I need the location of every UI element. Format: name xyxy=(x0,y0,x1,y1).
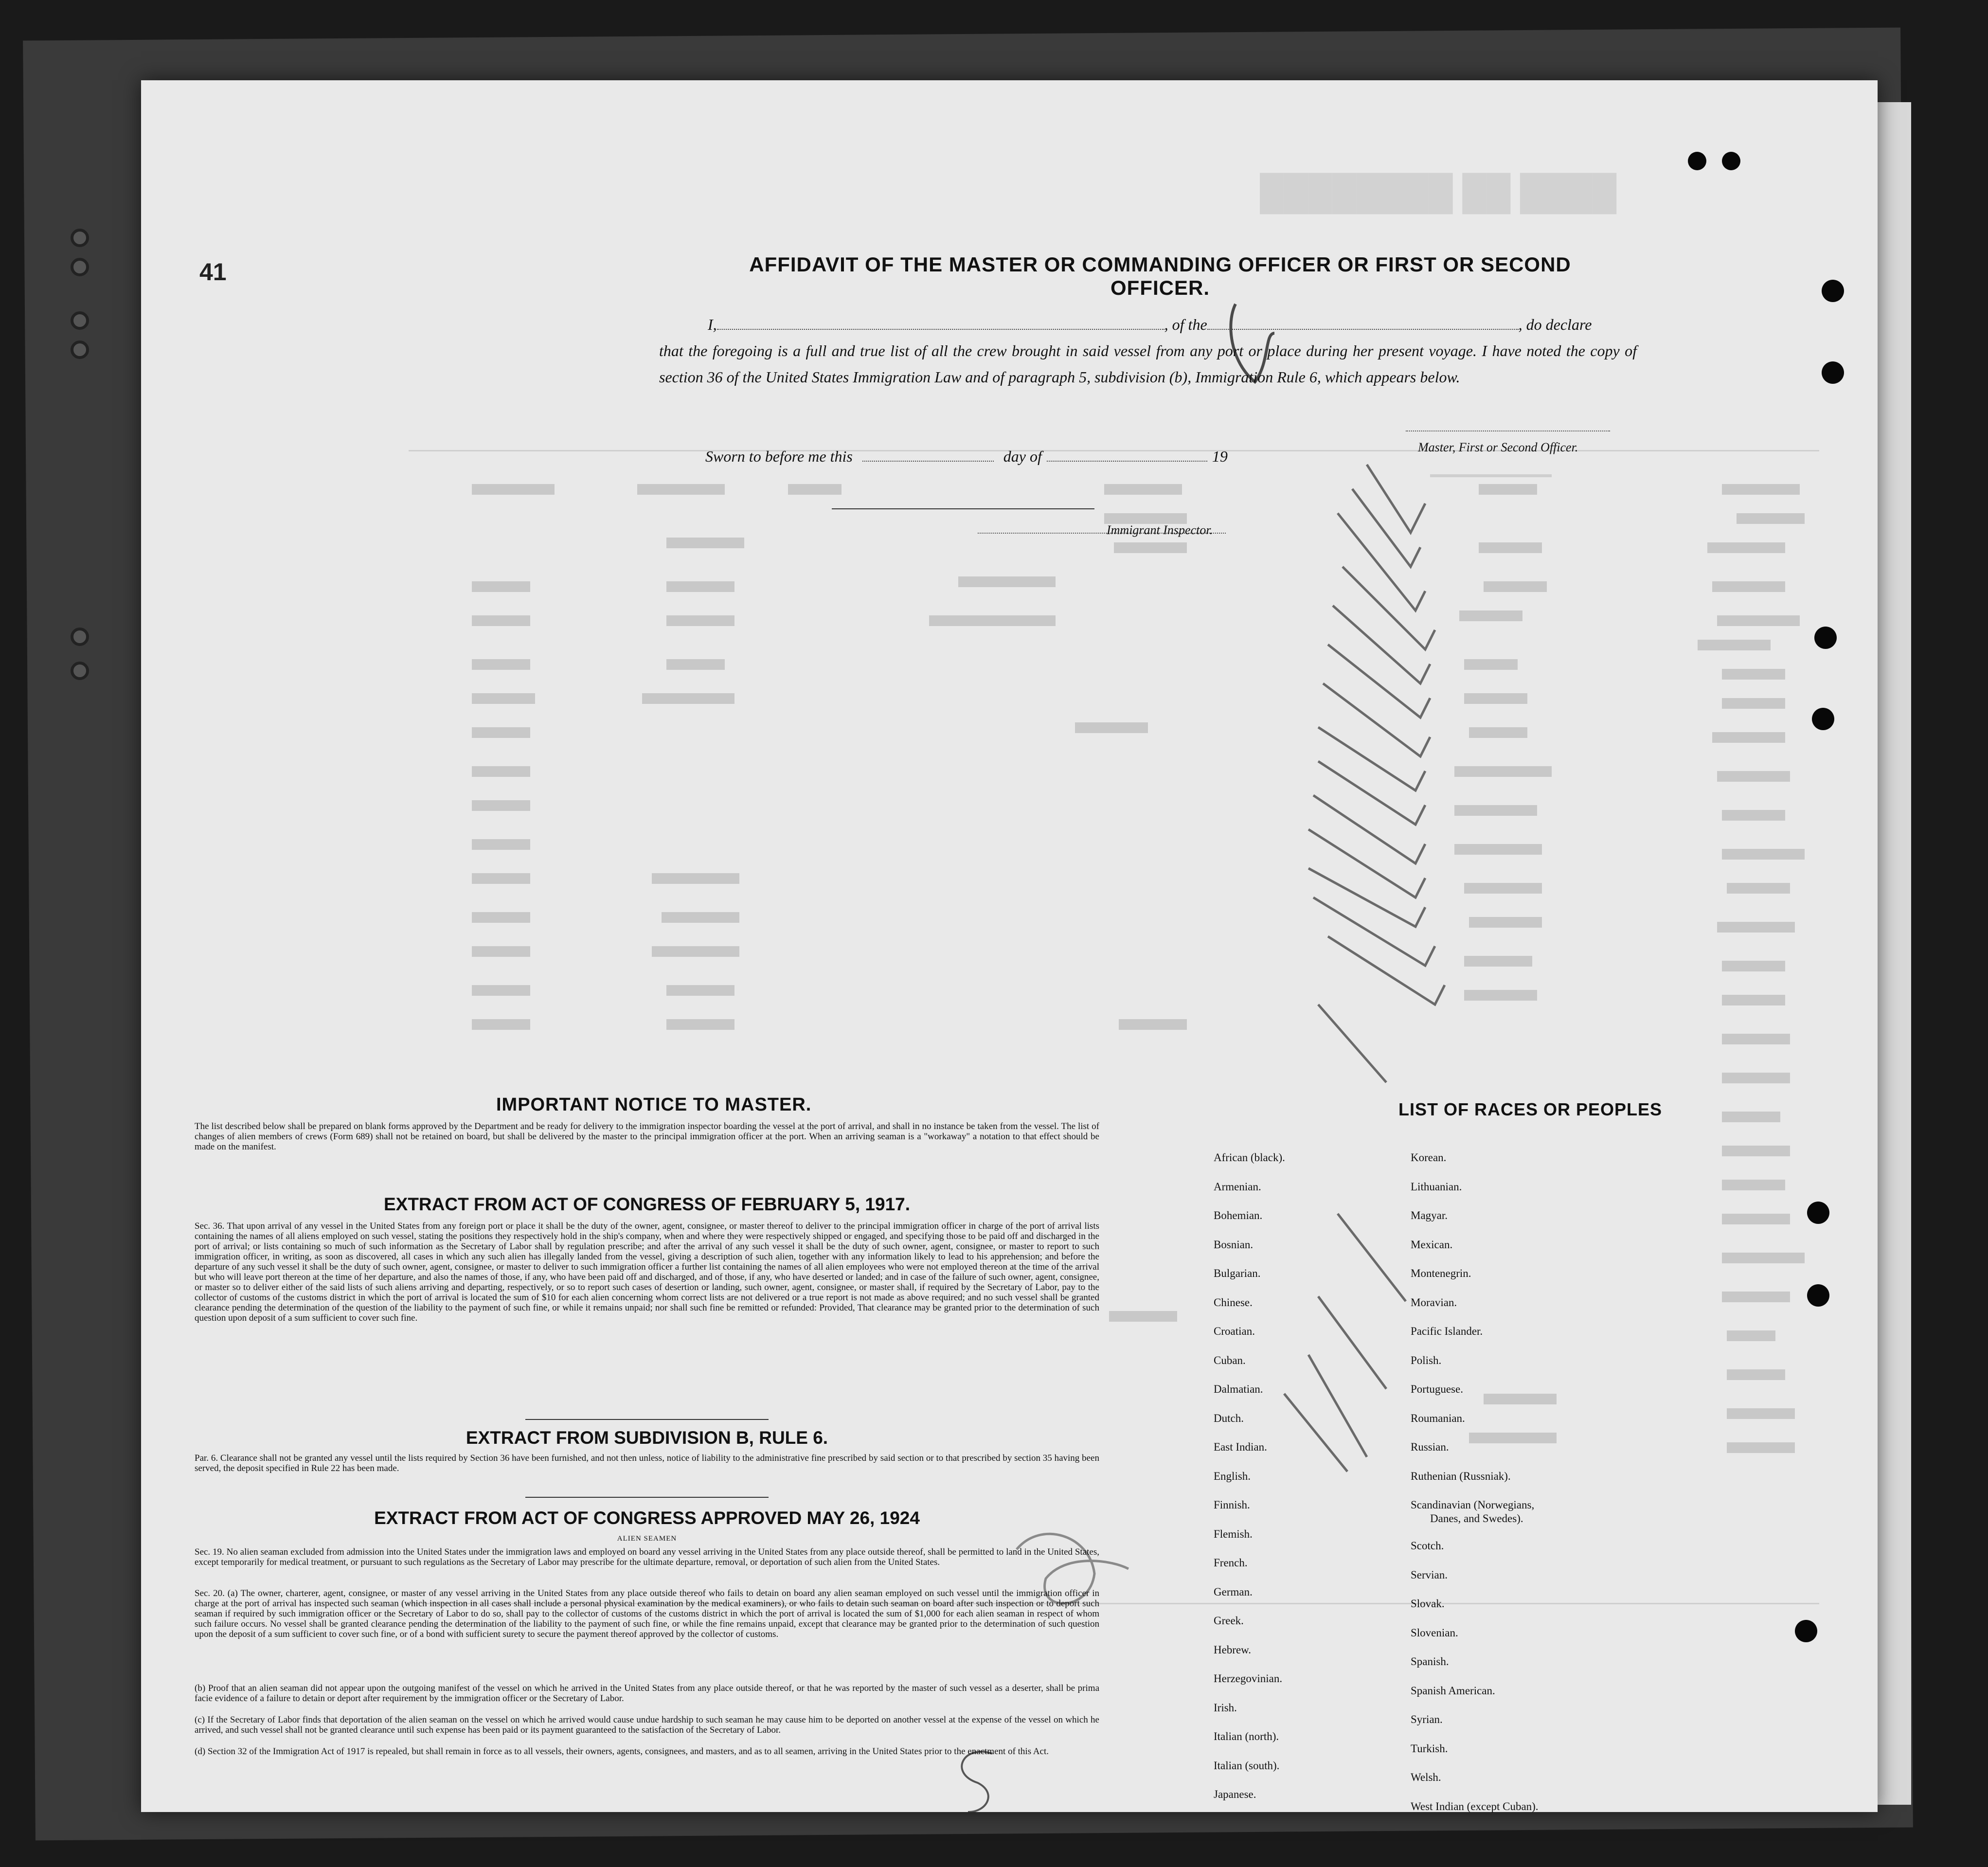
race-left-item: Hebrew. xyxy=(1214,1643,1252,1656)
affidavit-title: AFFIDAVIT OF THE MASTER OR COMMANDING OFFICER OR FIRST OR SECOND OFFICER. xyxy=(749,253,1571,299)
race-right-item: Spanish. xyxy=(1411,1655,1449,1668)
race-left-item: Flemish. xyxy=(1214,1527,1253,1540)
race-right-item: Korean. xyxy=(1411,1151,1447,1164)
race-left-item: French. xyxy=(1214,1557,1248,1569)
race-right-item: Magyar. xyxy=(1411,1209,1448,1221)
race-right-item: Portuguese. xyxy=(1411,1383,1463,1395)
race-left-item: Bohemian. xyxy=(1214,1209,1263,1221)
punch-hole xyxy=(1795,1620,1817,1642)
extract-1924-sec20d: (d) Section 32 of the Immigration Act of 1917 is repealed, but shall remain in force as to all vessels, their owners, agents, consignees, and masters, and as to all seamen, arriving in the United States prior to the enactment of this Act. xyxy=(195,1746,1049,1757)
binder-ring xyxy=(71,229,89,247)
race-left-item: Dalmatian. xyxy=(1214,1383,1263,1395)
inspector-label: Immigrant Inspector. xyxy=(1107,523,1213,537)
race-right-item: Russian. xyxy=(1411,1441,1449,1453)
extract-1917-text: Sec. 36. That upon arrival of any vessel in the United States from any foreign port or place it shall be the duty of the owner, agent, consignee, or master thereof to deliver to the principal immigration officer in charge of the port of arrival lists containing the names of all aliens employed on such vessel, stating the positions they respectively hold in the ship's company, when and where they were respectively shipped or engaged, and specifying those to be paid off and discharged in the port of arrival; or lists containing so much of such information as the Secretary of Labor shall by regulation prescribe; and after the arrival of any such vessel it shall be the duty of such owner, agent, consignee, or master to report to such immigration officer, in writing, as soon as discovered, all cases in which any such alien has illegally landed from the vessel, giving a description of such alien, together with any information likely to lead to his apprehension; and before the departure of any such vessel it shall be the duty of such owner, agent, consignee, or master to deliver to such immigration officer a further list containing the names of all alien employees who were not employed thereon at the time of the arrival but who will leave port thereon at the time of her departure, and also the names of those, if any, who have been paid off and discharged, and of those, if any, who have deserted or landed; and in case of the failure of such owner, agent, consignee, or master so to deliver either of the said lists of such aliens arriving and departing, respectively, or so to report such cases of desertion or landing, such owner, agent, consignee, or master shall, if required by the Secretary of Labor, pay to the collector of customs of the customs district in which the port of arrival is located the sum of $10 for each alien concerning whom correct lists are not delivered or a true report is not made as above required; and no such vessel shall be granted clearance pending the determination of the question of the liability to the payment of such fine, or while it remains unpaid; nor shall such fine be remitted or refunded: Provided, That clearance may be granted prior to the determination of such question upon deposit of a sum sufficient to cover such fine. xyxy=(195,1221,1099,1323)
year-label: 19 xyxy=(1212,448,1228,465)
race-right-item: Slovak. xyxy=(1411,1598,1445,1610)
divider-2 xyxy=(525,1497,769,1498)
sworn-line xyxy=(705,448,1228,466)
race-left-item: African (black). xyxy=(1214,1151,1285,1164)
race-right-item: Syrian. xyxy=(1411,1713,1443,1725)
race-right-item: Mexican. xyxy=(1411,1238,1453,1251)
document-page xyxy=(141,80,1878,1812)
race-left-item: Italian (south). xyxy=(1214,1759,1280,1772)
page-number: 41 xyxy=(199,258,227,286)
race-right-item: Slovenian. xyxy=(1411,1626,1458,1639)
races-title: LIST OF RACES OR PEOPLES xyxy=(1398,1099,1663,1119)
divider-1 xyxy=(525,1419,769,1420)
sworn-day-blank[interactable] xyxy=(862,461,994,462)
race-right-item: Pacific Islander. xyxy=(1411,1325,1483,1337)
binder-ring xyxy=(71,662,89,680)
punch-hole xyxy=(1822,361,1844,384)
extract-1924-sec20a: Sec. 20. (a) The owner, charterer, agent, consignee, or master of any vessel arriving in the United States from any place outside thereof who fails to detain on board any alien seaman employed on such vessel until the immigration officer in charge at the port of arrival has inspected such seaman (which inspection in all cases shall include a personal physical examination by the medical examiners), or who fails to detain such seaman on board after such inspection or to deport such seaman if required by such immigration officer or the Secretary of Labor to do so, shall pay to the collector of customs of the customs district in which the port of arrival is located the sum of $1,000 for each alien seaman in respect of whom such failure occurs. No vessel shall be granted clearance pending the determination of the liability to the payment of such fine, or while the fine remains unpaid, except that clearance may be granted prior to the determination of such question upon the deposit of a sum sufficient to cover such fine, or of a bond with sufficient surety to secure the payment thereof approved by the collector of customs. xyxy=(195,1588,1099,1639)
race-left-item: East Indian. xyxy=(1214,1441,1267,1453)
punch-hole xyxy=(1688,152,1706,170)
race-right-item: Moravian. xyxy=(1411,1296,1457,1309)
extract-1924-subtitle: ALIEN SEAMEN xyxy=(617,1535,677,1543)
race-left-item: Dutch. xyxy=(1214,1412,1244,1424)
race-left-item: Bulgarian. xyxy=(1214,1267,1261,1279)
race-left-item: Cuban. xyxy=(1214,1354,1246,1366)
race-right-item: Ruthenian (Russniak). xyxy=(1411,1470,1511,1482)
race-right-item: Welsh. xyxy=(1411,1771,1441,1783)
extract-1924-sec19: Sec. 19. No alien seaman excluded from admission into the United States under the immigration laws and employed on board any vessel arriving in the United States from any place outside thereof, shall be permitted to land in the United States, except temporarily for medical treatment, or pursuant to such regulations as the Secretary of Labor may prescribe for the ultimate departure, removal, or deportation of such alien from the United States. xyxy=(195,1547,1099,1567)
race-right-item-cont: Danes, and Swedes). xyxy=(1430,1512,1523,1525)
extract-1924-sec20c: (c) If the Secretary of Labor finds that deportation of the alien seaman on the vessel on which he arrived would cause undue hardship to such seaman he may cause him to be deported on another vessel at the expense of the vessel on which he arrived, and such vessel shall not be granted clearance until such expense has been paid or its payment guaranteed to the satisfaction of the Secretary of Labor. xyxy=(195,1715,1099,1735)
race-right-item: Polish. xyxy=(1411,1354,1442,1366)
race-left-item: Irish. xyxy=(1214,1701,1237,1714)
vessel-name-blank[interactable] xyxy=(1207,329,1519,330)
punch-hole xyxy=(1807,1202,1829,1224)
race-left-item: Japanese. xyxy=(1214,1788,1256,1800)
binder-ring xyxy=(71,341,89,359)
officer-name-blank[interactable] xyxy=(717,329,1164,330)
sworn-month-blank[interactable] xyxy=(1047,461,1207,462)
race-left-item: Italian (north). xyxy=(1214,1730,1279,1742)
punch-hole xyxy=(1807,1284,1829,1307)
notice-title: IMPORTANT NOTICE TO MASTER. xyxy=(496,1095,812,1115)
affidavit-line1 xyxy=(659,311,1637,338)
race-left-item: Croatian. xyxy=(1214,1325,1255,1337)
subdivision-b-title: EXTRACT FROM SUBDIVISION B, RULE 6. xyxy=(466,1428,828,1448)
extract-1917-title: EXTRACT FROM ACT OF CONGRESS OF FEBRUARY 5, 1917. xyxy=(383,1194,911,1214)
race-left-item: German. xyxy=(1214,1585,1253,1598)
affidavit-declare: , do declare xyxy=(1518,316,1592,333)
race-right-item: Scandinavian (Norwegians, xyxy=(1411,1499,1535,1511)
notice-text: The list described below shall be prepared on blank forms approved by the Department and be ready for delivery to the immigration inspector boarding the vessel at the port of arrival, and shall in no instance be taken from the vessel. The list of changes of alien members of crews (Form 689) shall not be retained on board, but shall be delivered by the master to the principal immigration officer at the port. When an arriving seaman is a "workaway" a notation to that effect should be made on the manifest. xyxy=(195,1121,1099,1152)
race-right-item: Turkish. xyxy=(1411,1742,1448,1755)
race-left-item: Chinese. xyxy=(1214,1296,1253,1309)
sworn-label: Sworn to before me this xyxy=(705,448,853,465)
sworn-divider xyxy=(832,508,1094,509)
affidavit-i: I, xyxy=(708,316,717,333)
punch-hole xyxy=(1812,708,1834,730)
race-right-item: Montenegrin. xyxy=(1411,1267,1471,1279)
race-left-item: Finnish. xyxy=(1214,1499,1250,1511)
race-left-item: Herzegovinian. xyxy=(1214,1672,1283,1685)
day-of-label: day of xyxy=(1003,448,1042,465)
race-right-item: Lithuanian. xyxy=(1411,1180,1462,1193)
binder-ring xyxy=(71,258,89,276)
affidavit-body: that the foregoing is a full and true list of all the crew brought in said vessel from any port or place during her present voyage. I have noted the copy of section 36 of the United States Immigration Law and of paragraph 5, subdivision (b), Immigration Rule 6, which appears below. xyxy=(659,342,1637,386)
punch-hole xyxy=(1822,280,1844,302)
affidavit-text xyxy=(659,311,1637,390)
race-left-item: Armenian. xyxy=(1214,1180,1261,1193)
extract-1924-title: EXTRACT FROM ACT OF CONGRESS APPROVED MAY 26, 1924 xyxy=(374,1508,920,1528)
bleed-through-heading: ████ ██ ████████ xyxy=(1260,173,1617,211)
race-left-item: English. xyxy=(1214,1470,1251,1482)
binder-ring xyxy=(71,311,89,330)
race-right-item: West Indian (except Cuban). xyxy=(1411,1800,1539,1813)
race-right-item: Spanish American. xyxy=(1411,1684,1495,1697)
race-left-item: Bosnian. xyxy=(1214,1238,1254,1251)
extract-1924-sec20b: (b) Proof that an alien seaman did not appear upon the outgoing manifest of the vessel on which he arrived in the United States from any place outside thereof, or that he was reported by the master of such vessel as a deserter, shall be prima facie evidence of a failure to detain or deport after requirement by the immigration officer or the Secretary of Labor. xyxy=(195,1683,1099,1704)
affidavit-of-the: , of the xyxy=(1164,316,1207,333)
master-label: Master, First or Second Officer. xyxy=(1418,440,1578,454)
subdivision-b-text: Par. 6. Clearance shall not be granted any vessel until the lists required by Section 36 have been furnished, and not then unless, notice of liability to the administrative fine prescribed by said section or to that prescribed by section 35 having been served, the deposit specified in Rule 22 has been made. xyxy=(195,1453,1099,1473)
punch-hole xyxy=(1814,627,1837,649)
race-right-item: Roumanian. xyxy=(1411,1412,1465,1424)
page-edge xyxy=(1875,102,1911,1805)
punch-hole xyxy=(1722,152,1740,170)
race-right-item: Scotch. xyxy=(1411,1540,1444,1552)
binder-ring xyxy=(71,628,89,646)
race-left-item: Greek. xyxy=(1214,1615,1244,1627)
race-right-item: Servian. xyxy=(1411,1568,1448,1581)
